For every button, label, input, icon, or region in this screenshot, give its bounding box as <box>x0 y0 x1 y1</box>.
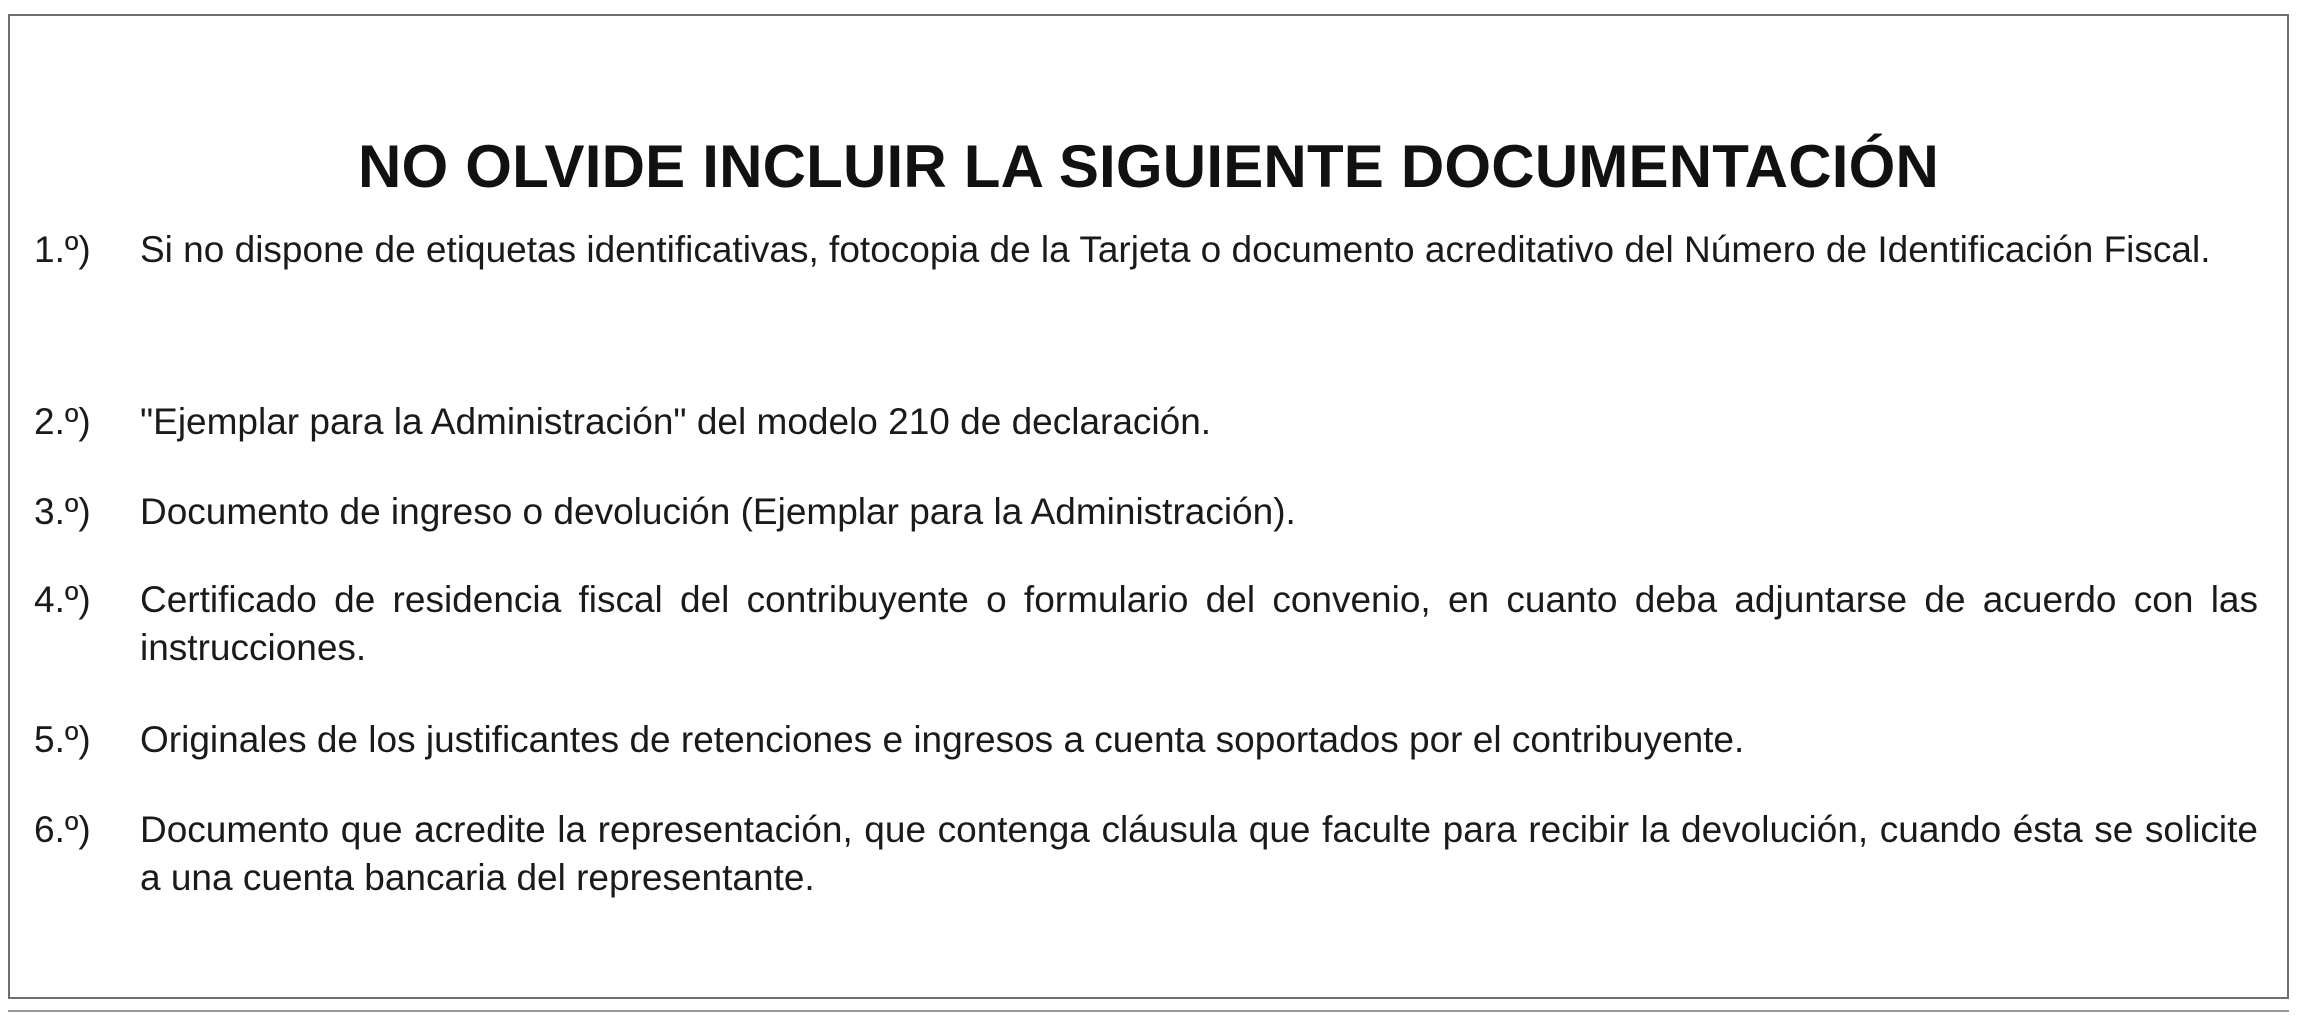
item-text: Si no dispone de etiquetas identificativas, fotocopia de la Tarjeta o documento acreditativo del Número de Identificación Fiscal. <box>140 229 2211 270</box>
item-number: 6.º) <box>34 809 91 850</box>
item-text: Documento que acredite la representación, que contenga cláusula que faculte para recibir la devolución, cuando ésta se solicite a una cuenta bancaria del representante. <box>140 809 2258 898</box>
item-number: 2.º) <box>34 401 91 442</box>
item-number: 3.º) <box>34 491 91 532</box>
item-text: Documento de ingreso o devolución (Ejemplar para la Administración). <box>140 491 1296 532</box>
item-number: 4.º) <box>34 579 91 620</box>
item-text: Originales de los justificantes de retenciones e ingresos a cuenta soportados por el contribuyente. <box>140 719 1745 760</box>
document-title: NO OLVIDE INCLUIR LA SIGUIENTE DOCUMENTACIÓN <box>357 133 1940 200</box>
item-text: "Ejemplar para la Administración" del modelo 210 de declaración. <box>140 401 1212 442</box>
item-number: 5.º) <box>34 719 91 760</box>
bottom-divider <box>8 1010 2289 1012</box>
document-frame <box>8 14 2289 999</box>
item-text: Certificado de residencia fiscal del contribuyente o formulario del convenio, en cuanto deba adjuntarse de acuerdo con las instrucciones. <box>140 579 2258 668</box>
item-number: 1.º) <box>34 229 91 270</box>
documentation-list <box>10 16 2287 997</box>
